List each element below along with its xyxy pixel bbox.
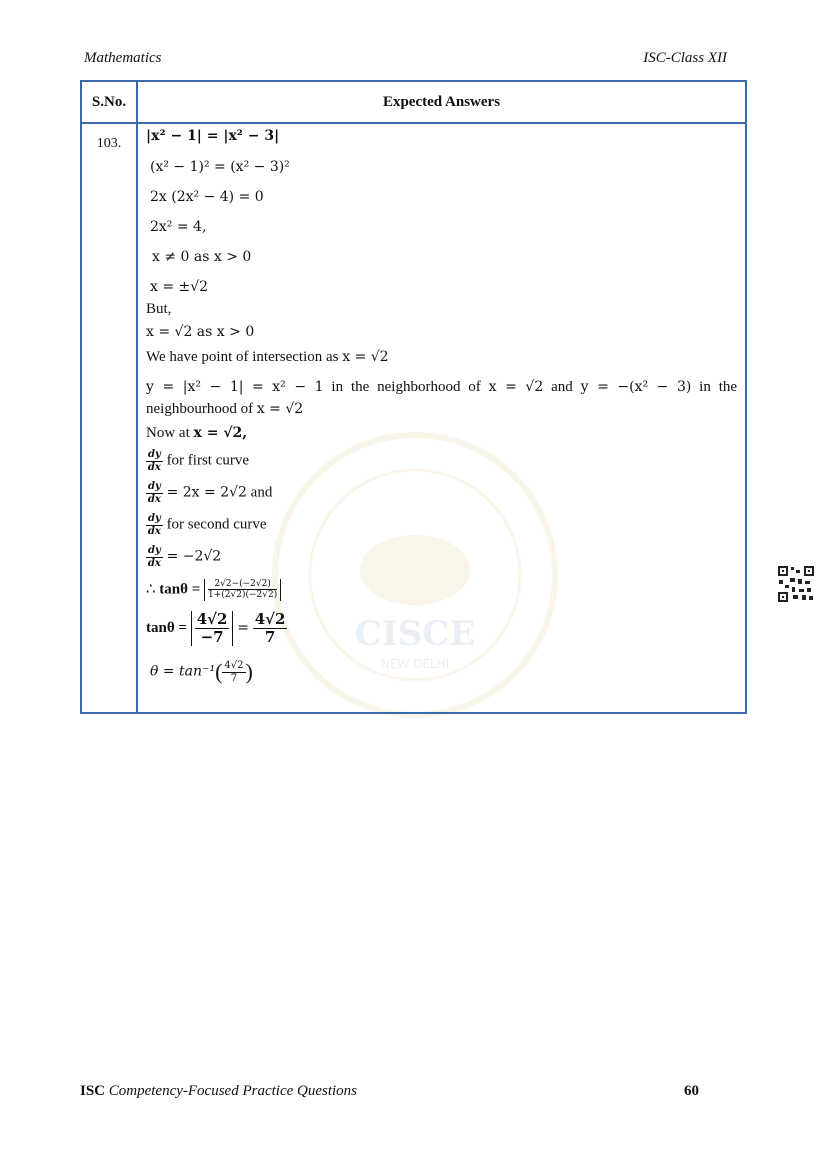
first-derivative-line [146, 481, 737, 505]
answer-cell [137, 123, 746, 713]
svg-text:NEW DELHI: NEW DELHI [380, 657, 450, 671]
intersection-line [146, 347, 737, 367]
footer-subtitle: Competency-Focused Practice Questions [108, 1083, 358, 1099]
tan-value-fraction: $\frac{4√2}{7}$ [254, 609, 286, 646]
tan-abs-value: $\frac{4√2}{-7}$ [191, 611, 234, 647]
now-at-eq: x = √2, [193, 425, 248, 441]
eq-x-root2: x = √2 as x > 0 [146, 324, 255, 340]
neighbourhood-eq: x = √2 [256, 401, 304, 417]
eq-product: 2x (2x² − 4) = 0 [150, 189, 264, 205]
tan-abs-fraction: $\frac{2√2-(-2√2)}{1+(2√2)(-2√2)}$ [204, 579, 281, 601]
answers-table [80, 80, 747, 714]
second-derivative-eq: = −2√2 [166, 548, 222, 565]
theta-line: θ = tan⁻¹( $\frac{4√2}{7}$ ) [150, 659, 253, 685]
dydx-fraction: $\frac{dy}{dx}$ [147, 449, 161, 473]
and-text: and [551, 379, 573, 395]
header-class: ISC-Class XII [643, 50, 727, 66]
eq-x-nonzero: x ≠ 0 as x > 0 [152, 249, 252, 265]
tan-result-line [146, 611, 737, 647]
qr-code-icon [777, 565, 815, 603]
eq-abs: |x² − 1| = |x² − 3| [146, 128, 280, 144]
page-number: 60 [684, 1083, 699, 1099]
neighbourhood-line-2 [146, 399, 737, 419]
neighbourhood-text: neighbourhood of [146, 401, 254, 417]
second-curve-line [146, 513, 737, 537]
tan-label: tanθ = [159, 581, 201, 598]
column-header-sno: S.No. [81, 81, 137, 123]
dydx-fraction: $\frac{dy}{dx}$ [147, 481, 161, 505]
svg-text:CISCE: CISCE [354, 614, 476, 654]
now-at-text: Now at [146, 425, 190, 441]
dydx-fraction: $\frac{dy}{dx}$ [147, 513, 161, 537]
now-at-line [146, 423, 737, 443]
eq-plus-minus: x = ±√2 [150, 279, 209, 295]
column-header-answers: Expected Answers [137, 81, 746, 123]
tan-formula-line [146, 579, 737, 601]
footer-title [80, 1083, 357, 1100]
second-derivative-line [146, 545, 737, 569]
tan-label-2: tanθ = [146, 619, 187, 636]
intersection-eq: x = √2 [342, 349, 389, 365]
first-curve-text: for first curve [166, 452, 250, 469]
equals-sign: = [237, 619, 249, 636]
footer-isc: ISC [80, 1083, 106, 1099]
dydx-fraction: $\frac{dy}{dx}$ [147, 545, 161, 569]
theta-fraction: $\frac{4√2}{7}$ [224, 660, 244, 684]
y2-eq: y = −(x² − 3) [580, 379, 692, 395]
but-text: But, [146, 301, 172, 317]
in-the-text: in the [699, 379, 738, 395]
header-subject: Mathematics [84, 50, 162, 66]
in-neighborhood-text: in the neighborhood of [331, 379, 481, 395]
second-curve-text: for second curve [166, 516, 267, 533]
and-text-2: and [250, 484, 273, 501]
intersection-text: We have point of intersection as [146, 349, 339, 365]
x-eq: x = √2 [488, 379, 544, 395]
neighborhood-line [146, 377, 737, 397]
eq-2x2: 2x² = 4, [150, 219, 207, 235]
therefore-symbol: ∴ [146, 581, 156, 598]
first-curve-line [146, 449, 737, 473]
theta-eq: θ = tan⁻¹ [150, 663, 216, 680]
question-number: 103. [81, 123, 137, 713]
first-derivative-eq: = 2x = 2√2 [166, 484, 247, 501]
y1-eq: y = |x² − 1| = x² − 1 [146, 379, 324, 395]
eq-square: (x² − 1)² = (x² − 3)² [150, 159, 290, 175]
